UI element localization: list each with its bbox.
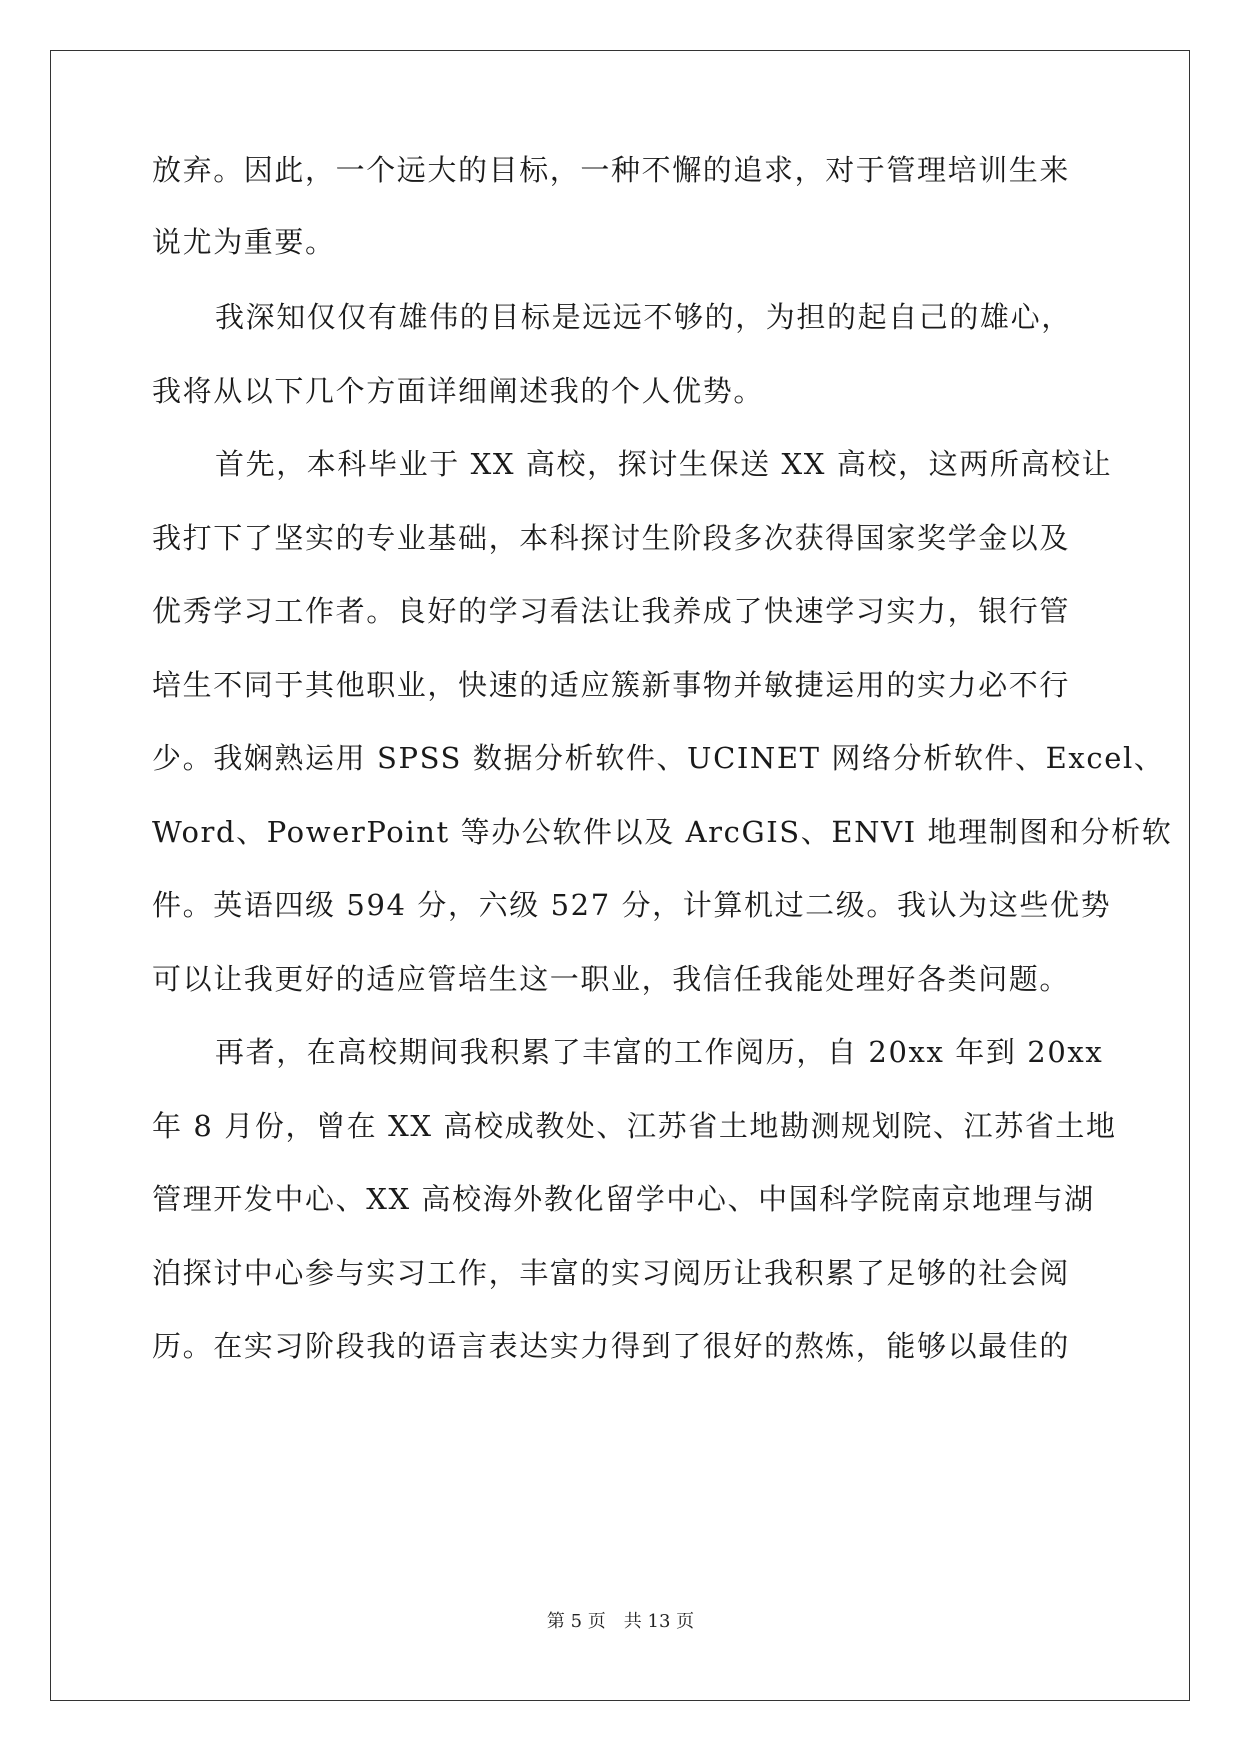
text-line: 放弃。因此，一个远大的目标，一种不懈的追求，对于管理培训生来	[152, 153, 1071, 187]
text-line: 我将从以下几个方面详细阐述我的个人优势。	[152, 374, 765, 408]
page-total: 共 13 页	[623, 1611, 695, 1632]
text-line: 培生不同于其他职业，快速的适应簇新事物并敏捷运用的实力必不行	[152, 668, 1071, 702]
text-line: 优秀学习工作者。良好的学习看法让我养成了快速学习实力，银行管	[152, 594, 1071, 628]
text-line: 件。英语四级 594 分，六级 527 分，计算机过二级。我认为这些优势	[152, 888, 1112, 922]
text-line: 说尤为重要。	[152, 225, 336, 259]
page-number: 第 5 页	[546, 1611, 606, 1632]
text-line: 年 8 月份，曾在 XX 高校成教处、江苏省土地勘测规划院、江苏省土地	[152, 1109, 1117, 1143]
text-line: Word、PowerPoint 等办公软件以及 ArcGIS、ENVI 地理制图和分析软	[152, 815, 1173, 849]
text-line: 历。在实习阶段我的语言表达实力得到了很好的熬炼，能够以最佳的	[152, 1329, 1071, 1363]
text-line: 少。我娴熟运用 SPSS 数据分析软件、UCINET 网络分析软件、Excel、	[152, 741, 1165, 775]
text-line: 管理开发中心、XX 高校海外教化留学中心、中国科学院南京地理与湖	[152, 1182, 1095, 1216]
text-line: 可以让我更好的适应管培生这一职业，我信任我能处理好各类问题。	[152, 962, 1071, 996]
text-line: 我深知仅仅有雄伟的目标是远远不够的，为担的起自己的雄心，	[215, 300, 1072, 334]
page-footer	[0, 1610, 1241, 1634]
text-line: 再者，在高校期间我积累了丰富的工作阅历，自 20xx 年到 20xx	[215, 1035, 1104, 1069]
text-line: 我打下了坚实的专业基础，本科探讨生阶段多次获得国家奖学金以及	[152, 521, 1071, 555]
text-line: 泊探讨中心参与实习工作，丰富的实习阅历让我积累了足够的社会阅	[152, 1256, 1071, 1290]
text-line: 首先，本科毕业于 XX 高校，探讨生保送 XX 高校，这两所高校让	[215, 447, 1113, 481]
